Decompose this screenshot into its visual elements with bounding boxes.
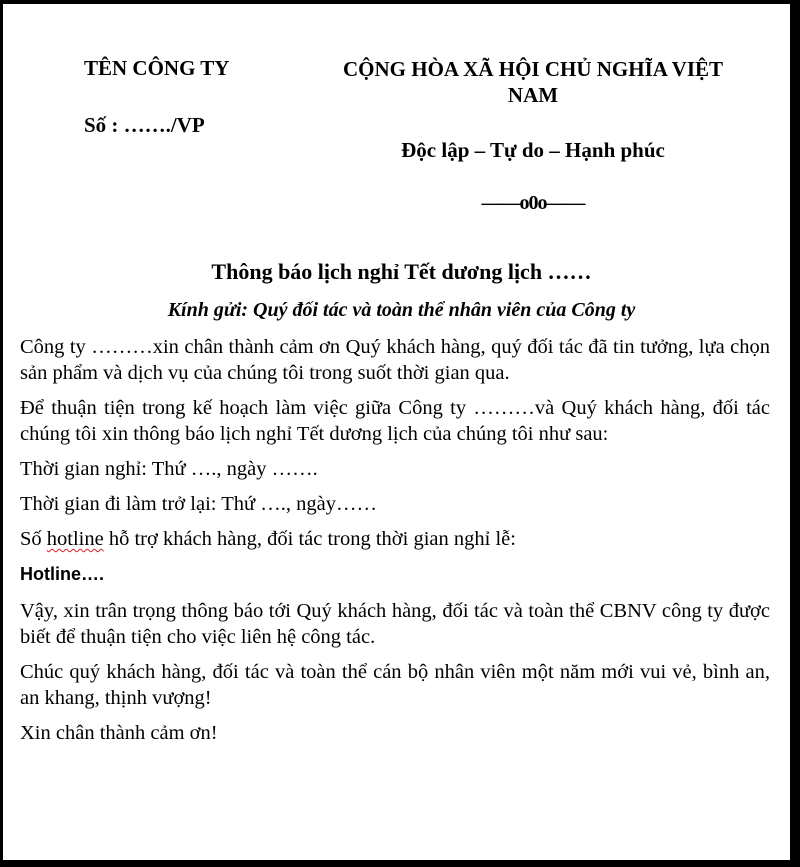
closing-thanks: Xin chân thành cảm ơn!	[20, 722, 218, 744]
holiday-period: Thời gian nghỉ: Thứ …., ngày …….	[20, 458, 318, 480]
company-name: TÊN CÔNG TY	[84, 56, 230, 80]
national-title: CỘNG HÒA XÃ HỘI CHỦ NGHĨA VIỆT NAM	[343, 57, 723, 107]
document-title: Thông báo lịch nghỉ Tết dương lịch ……	[211, 259, 592, 284]
paragraph-thanks: Công ty ………xin chân thành cảm ơn Quý khách hàng, quý đối tác đã tin tưởng, lựa chọn sản phẩm và dịch vụ của chúng tôi trong suốt thời gian qua.	[20, 336, 770, 384]
hotline-number: Hotline….	[20, 564, 104, 584]
hotline-intro-prefix: Số	[20, 528, 47, 550]
national-motto: Độc lập – Tự do – Hạnh phúc	[401, 138, 665, 162]
paragraph-wishes: Chúc quý khách hàng, đối tác và toàn thể cán bộ nhân viên một năm mới vui vẻ, bình an, an khang, thịnh vượng!	[20, 661, 770, 709]
hotline-intro-suffix: hỗ trợ khách hàng, đối tác trong thời gian nghỉ lễ:	[103, 528, 516, 550]
document-body	[20, 334, 770, 755]
return-to-work: Thời gian đi làm trở lại: Thứ …., ngày……	[20, 493, 377, 515]
document-number: Số : ……./VP	[84, 113, 205, 137]
salutation: Kính gửi: Quý đối tác và toàn thể nhân viên của Công ty	[167, 299, 636, 321]
header-divider: ——o0o——	[481, 192, 585, 214]
hotline-intro	[20, 526, 770, 552]
document-page	[3, 4, 790, 860]
paragraph-announcement: Để thuận tiện trong kế hoạch làm việc giữa Công ty ………và Quý khách hàng, đối tác chúng tôi xin thông báo lịch nghỉ Tết dương lịch của chúng tôi như sau:	[20, 397, 770, 445]
spellcheck-flagged-word[interactable]: hotline	[46, 528, 104, 550]
paragraph-notice: Vậy, xin trân trọng thông báo tới Quý khách hàng, đối tác và toàn thể CBNV công ty được biết để thuận tiện cho việc liên hệ công tác.	[20, 600, 770, 648]
